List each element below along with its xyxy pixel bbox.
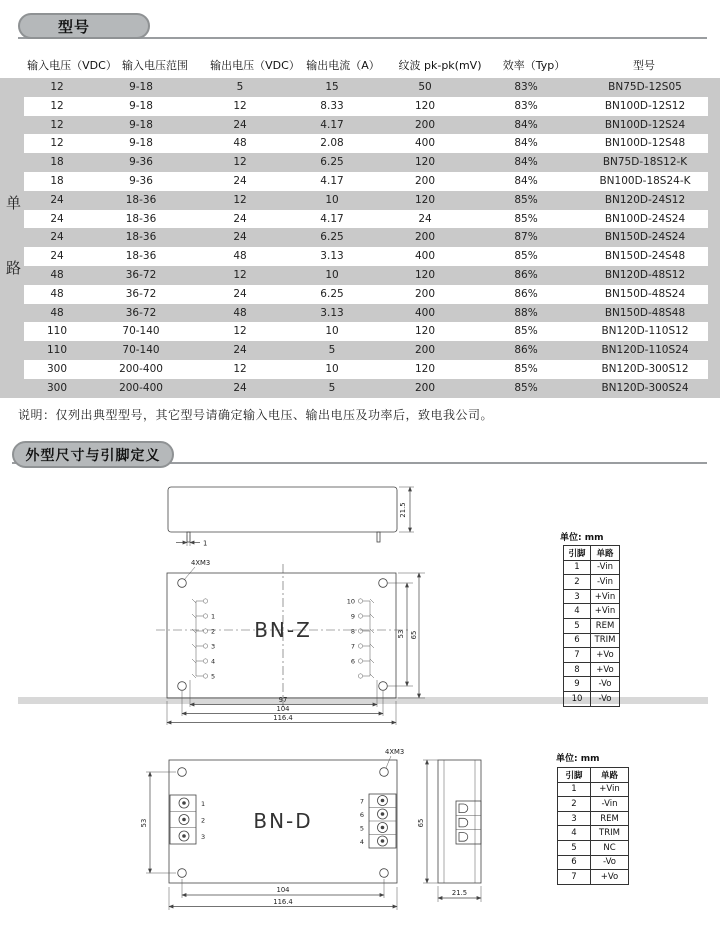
table-cell: 9-36 <box>129 156 153 169</box>
table-cell: 9-18 <box>129 99 153 112</box>
table-cell: 200 <box>414 175 436 187</box>
bnd-drawing <box>140 748 404 910</box>
table-cell: 12 <box>233 156 247 169</box>
pin-table-header: 引脚 <box>558 768 591 783</box>
table-cell: 200 <box>414 381 436 394</box>
table-cell: 12 <box>233 363 247 375</box>
table-cell: 12 <box>50 118 64 131</box>
table-cell: 110 <box>46 344 68 357</box>
column-header: 纹波 pk-pk(mV) <box>398 59 482 72</box>
table-cell: 4.17 <box>320 118 344 131</box>
table-cell: 110 <box>46 325 68 338</box>
pin-table-cell: 2 <box>558 797 591 812</box>
column-header: 输入电压（VDC） <box>27 59 117 72</box>
table-cell: 200 <box>414 231 436 244</box>
pin-table-row <box>564 633 620 648</box>
table-cell: 6.25 <box>320 231 344 244</box>
table-cell: 36-72 <box>125 287 157 300</box>
pin-table-cell: -Vo <box>591 691 620 706</box>
note-text: 说明：仅列出典型型号，其它型号请确定输入电压、输出电压及功率后，致电我公司。 <box>18 408 494 422</box>
table-cell: BN150D-24S48 <box>604 250 686 263</box>
table-cell: 24 <box>233 175 247 187</box>
dim-116: 116.4 <box>273 898 293 906</box>
pin-table-cell: -Vin <box>591 560 620 575</box>
pin-table-row <box>564 648 620 663</box>
table-cell: 200 <box>414 287 436 300</box>
pin-table-cell: 2 <box>564 575 591 590</box>
pin-table-header: 单路 <box>591 768 629 783</box>
pin-number: 6 <box>350 657 355 666</box>
pin-table-cell: 5 <box>558 840 591 855</box>
column-header: 型号 <box>633 59 655 72</box>
pin-table-cell: 1 <box>564 560 591 575</box>
table-cell: 120 <box>414 156 436 169</box>
table-cell: 85% <box>514 363 538 375</box>
dim-53: 53 <box>397 629 405 639</box>
unit-label-bnz: 单位: mm <box>560 533 604 543</box>
table-cell: BN150D-24S24 <box>604 231 686 244</box>
bnd-pin-table <box>557 767 629 885</box>
table-cell: 84% <box>514 118 538 131</box>
table-cell: 84% <box>514 137 538 150</box>
pin-table-row <box>558 855 629 870</box>
bnd-right-terminal-block <box>369 794 396 848</box>
table-cell: BN75D-18S12-K <box>602 156 688 169</box>
dim-116: 116.4 <box>273 714 293 722</box>
pin-number: 3 <box>211 642 216 651</box>
column-header: 效率（Typ） <box>502 59 566 72</box>
table-cell: 12 <box>50 137 64 150</box>
dim-104: 104 <box>276 705 290 713</box>
pin-table-cell: 10 <box>564 691 591 706</box>
table-cell: 12 <box>233 325 247 338</box>
pin-number: 7 <box>350 642 355 651</box>
table-cell: 9-18 <box>129 118 153 131</box>
table-cell: 18-36 <box>125 212 157 225</box>
column-header: 输出电压（VDC） <box>210 59 300 72</box>
table-cell: 10 <box>325 269 339 281</box>
table-cell: 86% <box>514 287 538 300</box>
terminal-screws <box>179 796 388 847</box>
table-cell: 9-18 <box>129 137 153 150</box>
table-cell: 83% <box>514 81 538 93</box>
column-header: 输入电压范围 <box>122 59 188 72</box>
pin-table-row <box>558 797 629 812</box>
table-cell: 4.17 <box>320 212 344 225</box>
table-cell: 85% <box>514 325 538 338</box>
screw-note: 4XM3 <box>191 559 211 567</box>
pin-table-cell: 1 <box>558 782 591 797</box>
module-side-view <box>168 487 414 548</box>
pin-table-cell: +Vin <box>591 604 620 619</box>
pin-table-row <box>558 811 629 826</box>
table-cell: BN120D-300S12 <box>601 363 689 375</box>
table-cell: 400 <box>414 306 436 319</box>
table-cell: 120 <box>414 325 436 338</box>
pin-table-cell: 9 <box>564 677 591 692</box>
pin-table-cell: -Vo <box>591 855 629 870</box>
table-cell: 24 <box>233 118 247 131</box>
table-cell: 48 <box>50 287 64 300</box>
pin-table-cell: TRIM <box>591 633 620 648</box>
table-cell: BN100D-12S24 <box>604 118 686 131</box>
pin-table-cell: NC <box>591 840 629 855</box>
table-cell: 50 <box>418 81 432 93</box>
pin-table-row <box>558 840 629 855</box>
section-title: 型号 <box>58 17 91 36</box>
table-cell: 70-140 <box>122 344 160 357</box>
table-cell: 400 <box>414 250 436 263</box>
table-cell: 120 <box>414 193 436 206</box>
pin-table-header: 引脚 <box>564 546 591 561</box>
table-cell: 70-140 <box>122 325 160 338</box>
pin-table-cell: 3 <box>558 811 591 826</box>
table-cell: 3.13 <box>320 306 344 319</box>
table-cell: 12 <box>233 99 247 112</box>
model-label-bnz: BN-Z <box>254 618 312 642</box>
pin-table-cell: +Vo <box>591 870 629 885</box>
pin-table-cell: 7 <box>558 870 591 885</box>
table-cell: 83% <box>514 99 538 112</box>
table-cell: 85% <box>514 381 538 394</box>
pin-table-row <box>558 782 629 797</box>
table-cell: 85% <box>514 212 538 225</box>
dim-height: 21.5 <box>399 502 407 518</box>
table-cell: 5 <box>328 344 336 357</box>
pin-table-cell: 3 <box>564 589 591 604</box>
table-cell: BN150D-48S48 <box>604 306 686 319</box>
table-cell: 24 <box>50 193 64 206</box>
pin-table-header: 单路 <box>591 546 620 561</box>
dim-53: 53 <box>140 818 148 828</box>
pin-number: 2 <box>211 627 216 636</box>
table-cell: 120 <box>414 269 436 281</box>
dim-97: 97 <box>278 696 288 704</box>
table-cell: 84% <box>514 175 538 187</box>
table-cell: 200-400 <box>119 381 163 394</box>
screw-note: 4XM3 <box>385 748 405 756</box>
table-cell: BN75D-12S05 <box>608 81 682 93</box>
table-cell: 200 <box>414 344 436 357</box>
bnd-left-terminal-block <box>170 795 196 844</box>
table-cell: 86% <box>514 269 538 281</box>
pin-table-cell: 7 <box>564 648 591 663</box>
pin-table-row <box>564 677 620 692</box>
table-cell: 24 <box>233 287 247 300</box>
dim-65: 65 <box>410 630 418 640</box>
table-cell: 300 <box>46 381 68 394</box>
dim-21-5: 21.5 <box>451 889 468 897</box>
side-label-lu: 路 <box>6 259 22 277</box>
pin-number: 4 <box>211 657 216 666</box>
pin-table-cell: 5 <box>564 618 591 633</box>
pin-number: 10 <box>346 597 355 606</box>
table-cell: 15 <box>325 81 339 93</box>
table-cell: 9-36 <box>129 175 153 187</box>
table-cell: 12 <box>233 193 247 206</box>
table-cell: 200 <box>414 118 436 131</box>
pin-table-cell: 4 <box>564 604 591 619</box>
table-cell: BN100D-18S24-K <box>599 175 691 187</box>
pin-table-cell: -Vin <box>591 575 620 590</box>
table-cell: 6.25 <box>320 156 344 169</box>
table-cell: 24 <box>233 344 247 357</box>
column-header: 输出电流（A） <box>306 59 380 72</box>
dim-104: 104 <box>276 886 290 894</box>
table-cell: BN120D-110S24 <box>601 344 689 357</box>
side-label-dan: 单 <box>6 194 22 212</box>
pin-number: 2 <box>201 816 206 825</box>
table-cell: 18-36 <box>125 193 157 206</box>
pin-number: 1 <box>211 612 216 621</box>
table-cell: 8.33 <box>320 99 344 112</box>
pin-table-row <box>564 662 620 677</box>
dim-pin-width: 1 <box>203 539 208 548</box>
bnd-pin-labels <box>201 798 364 847</box>
pin-number: 4 <box>359 838 364 846</box>
table-cell: 10 <box>325 193 339 206</box>
pin-table-cell: 6 <box>558 855 591 870</box>
table-cell: BN120D-110S12 <box>601 325 689 338</box>
table-cell: 24 <box>233 212 247 225</box>
bnz-right-pin-header <box>347 598 374 679</box>
pin-table-row <box>564 560 620 575</box>
section-tab-dimensions <box>12 441 174 468</box>
pin-number: 5 <box>211 672 216 681</box>
pin-table-row <box>558 870 629 885</box>
pin-table-cell: +Vo <box>591 662 620 677</box>
table-cell: 36-72 <box>125 306 157 319</box>
table-cell: 3.13 <box>320 250 344 263</box>
table-cell: 88% <box>514 306 538 319</box>
table-cell: 18 <box>50 156 64 169</box>
table-cell: 120 <box>414 363 436 375</box>
pin-number: 5 <box>359 824 364 833</box>
section-title: 外型尺寸与引脚定义 <box>25 447 161 464</box>
pin-table-cell: 4 <box>558 826 591 841</box>
table-cell: 84% <box>514 156 538 169</box>
bnd-side-view <box>417 760 481 902</box>
pin-table-cell: -Vin <box>591 797 629 812</box>
bnz-left-pin-header <box>192 599 215 681</box>
table-cell: 24 <box>233 381 247 394</box>
pin-number: 6 <box>359 811 364 819</box>
table-cell: 10 <box>325 363 339 375</box>
pin-table-cell: -Vo <box>591 677 620 692</box>
table-cell: 300 <box>46 363 68 375</box>
table-cell: 400 <box>414 137 436 150</box>
table-cell: 6.25 <box>320 287 344 300</box>
table-cell: BN120D-48S12 <box>604 269 686 281</box>
pin-table-row <box>558 826 629 841</box>
table-cell: BN150D-48S24 <box>604 287 686 300</box>
table-cell: 200-400 <box>119 363 163 375</box>
table-cell: BN120D-24S12 <box>604 193 686 206</box>
pin-table-row <box>564 691 620 706</box>
pin-number: 8 <box>350 627 355 636</box>
table-cell: 36-72 <box>125 269 157 281</box>
pin-table-row <box>564 589 620 604</box>
table-cell: 24 <box>50 231 64 244</box>
table-cell: BN100D-12S48 <box>604 137 686 150</box>
table-cell: 48 <box>50 269 64 281</box>
pin-table-cell: TRIM <box>591 826 629 841</box>
pin-table-cell: +Vo <box>591 648 620 663</box>
table-cell: 24 <box>50 250 64 263</box>
pin-table-row <box>564 618 620 633</box>
table-cell: 2.08 <box>320 137 344 150</box>
table-cell: 18-36 <box>125 250 157 263</box>
pin-number: 1 <box>201 800 206 808</box>
table-cell: 48 <box>233 137 247 150</box>
table-cell: 4.17 <box>320 175 344 187</box>
pin-table-cell: +Vin <box>591 782 629 797</box>
model-label-bnd: BN-D <box>253 809 313 833</box>
table-cell: 86% <box>514 344 538 357</box>
table-cell: 48 <box>50 306 64 319</box>
bnz-pin-table <box>563 545 620 707</box>
pin-number: 3 <box>201 833 206 841</box>
table-cell: 12 <box>50 99 64 112</box>
table-cell: 5 <box>328 381 336 394</box>
table-cell: 24 <box>418 212 432 225</box>
pin-table-cell: 8 <box>564 662 591 677</box>
table-cell: BN100D-24S24 <box>604 212 686 225</box>
pin-number: 7 <box>359 797 364 806</box>
pin-table-row <box>564 575 620 590</box>
table-cell: 85% <box>514 250 538 263</box>
table-cell: 48 <box>233 306 247 319</box>
table-cell: 48 <box>233 250 247 263</box>
table-cell: 18-36 <box>125 231 157 244</box>
section-tab-model <box>18 13 150 39</box>
table-cell: 85% <box>514 193 538 206</box>
pin-table-row <box>564 604 620 619</box>
table-cell: 12 <box>50 81 64 93</box>
table-cell: 24 <box>233 231 247 244</box>
pin-table-cell: +Vin <box>591 589 620 604</box>
pin-table-cell: 6 <box>564 633 591 648</box>
pin-table-cell: REM <box>591 811 629 826</box>
table-cell: 24 <box>50 212 64 225</box>
table-cell: 120 <box>414 99 436 112</box>
table-cell: 18 <box>50 175 64 187</box>
table-cell: 87% <box>514 231 538 244</box>
dim-65: 65 <box>417 818 425 828</box>
unit-label-bnd: 单位: mm <box>556 754 600 764</box>
table-cell: BN120D-300S24 <box>601 381 689 394</box>
table-cell: 10 <box>325 325 339 338</box>
table-cell: 5 <box>236 81 244 93</box>
pin-table-cell: REM <box>591 618 620 633</box>
table-cell: 9-18 <box>129 81 153 93</box>
pin-number: 9 <box>350 612 355 621</box>
table-cell: 12 <box>233 269 247 281</box>
table-cell: BN100D-12S12 <box>604 99 686 112</box>
